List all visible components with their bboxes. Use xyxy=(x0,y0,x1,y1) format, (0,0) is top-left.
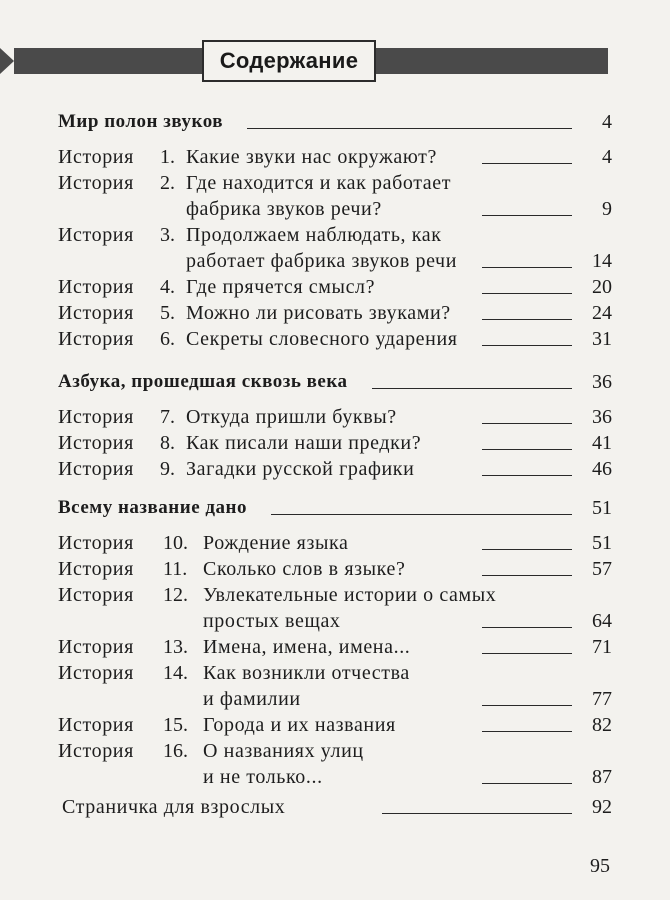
entry-title-line: Где прячется смысл? xyxy=(186,276,376,298)
appendix-page-number: 92 xyxy=(592,796,612,818)
entry-number: 13. xyxy=(163,636,188,658)
entry-number: 8. xyxy=(160,432,175,454)
entry-number: 16. xyxy=(163,740,188,762)
entry-page-number: 51 xyxy=(592,532,612,554)
entry-number: 4. xyxy=(160,276,175,298)
dot-leader xyxy=(482,731,572,732)
entry-label: История xyxy=(58,432,134,454)
entry-label: История xyxy=(58,636,134,658)
dot-leader xyxy=(382,813,572,814)
entry-number: 1. xyxy=(160,146,175,168)
entry-number: 5. xyxy=(160,302,175,324)
entry-title-line: Секреты словесного ударения xyxy=(186,328,458,350)
entry-label: История xyxy=(58,224,134,246)
dot-leader xyxy=(482,163,572,164)
entry-page-number: 77 xyxy=(592,688,612,710)
entry-label: История xyxy=(58,714,134,736)
entry-title-line: О названиях улиц xyxy=(203,740,364,762)
entry-label: История xyxy=(58,276,134,298)
entry-label: История xyxy=(58,740,134,762)
section-page-number: 4 xyxy=(602,111,612,133)
entry-number: 2. xyxy=(160,172,175,194)
entry-title-line: Увлекательные истории о самых xyxy=(203,584,497,606)
entry-label: История xyxy=(58,458,134,480)
entry-page-number: 82 xyxy=(592,714,612,736)
dot-leader xyxy=(482,783,572,784)
dot-leader xyxy=(482,449,572,450)
entry-title-line: и фамилии xyxy=(203,688,301,710)
entry-title-line: Какие звуки нас окружают? xyxy=(186,146,437,168)
entry-page-number: 36 xyxy=(592,406,612,428)
entry-title-line: Откуда пришли буквы? xyxy=(186,406,397,428)
dot-leader xyxy=(482,267,572,268)
dot-leader xyxy=(482,293,572,294)
dot-leader xyxy=(271,514,572,515)
entry-title-line: работает фабрика звуков речи xyxy=(186,250,458,272)
entry-title-line: Можно ли рисовать звуками? xyxy=(186,302,451,324)
dot-leader xyxy=(482,345,572,346)
entry-label: История xyxy=(58,172,134,194)
entry-page-number: 87 xyxy=(592,766,612,788)
entry-label: История xyxy=(58,662,134,684)
appendix-title: Страничка для взрослых xyxy=(62,796,286,818)
entry-number: 10. xyxy=(163,532,188,554)
entry-title-line: Рождение языка xyxy=(203,532,349,554)
dot-leader xyxy=(482,215,572,216)
entry-title-line: Сколько слов в языке? xyxy=(203,558,406,580)
entry-title-line: Как возникли отчества xyxy=(203,662,410,684)
page-title: Содержание xyxy=(219,48,359,73)
dot-leader xyxy=(482,627,572,628)
entry-page-number: 64 xyxy=(592,610,612,632)
entry-title-line: Загадки русской графики xyxy=(186,458,415,480)
entry-number: 6. xyxy=(160,328,175,350)
entry-number: 9. xyxy=(160,458,175,480)
entry-label: История xyxy=(58,328,134,350)
entry-page-number: 41 xyxy=(592,432,612,454)
dot-leader xyxy=(482,653,572,654)
entry-number: 11. xyxy=(163,558,188,580)
entry-title-line: Где находится и как работает xyxy=(186,172,452,194)
entry-title-line: и не только... xyxy=(203,766,323,788)
dot-leader xyxy=(372,388,572,389)
entry-page-number: 9 xyxy=(602,198,612,220)
entry-page-number: 31 xyxy=(592,328,612,350)
entry-page-number: 20 xyxy=(592,276,612,298)
section-title: Мир полон звуков xyxy=(58,111,223,132)
section-title: Азбука, прошедшая сквозь века xyxy=(58,371,348,392)
entry-title-line: Продолжаем наблюдать, как xyxy=(186,224,442,246)
entry-label: История xyxy=(58,532,134,554)
entry-title-line: простых вещах xyxy=(203,610,341,632)
dot-leader xyxy=(482,575,572,576)
dot-leader xyxy=(482,475,572,476)
section-page-number: 51 xyxy=(592,497,612,519)
entry-label: История xyxy=(58,558,134,580)
entry-title-line: Как писали наши предки? xyxy=(186,432,422,454)
entry-page-number: 24 xyxy=(592,302,612,324)
dot-leader xyxy=(482,423,572,424)
entry-title-line: Имена, имена, имена... xyxy=(203,636,411,658)
entry-number: 3. xyxy=(160,224,175,246)
entry-label: История xyxy=(58,584,134,606)
dot-leader xyxy=(482,549,572,550)
entry-number: 7. xyxy=(160,406,175,428)
dot-leader xyxy=(247,128,572,129)
entry-page-number: 71 xyxy=(592,636,612,658)
entry-number: 15. xyxy=(163,714,188,736)
entry-page-number: 57 xyxy=(592,558,612,580)
entry-page-number: 46 xyxy=(592,458,612,480)
section-title: Всему название дано xyxy=(58,497,247,518)
dot-leader xyxy=(482,319,572,320)
entry-label: История xyxy=(58,146,134,168)
entry-page-number: 14 xyxy=(592,250,612,272)
entry-number: 14. xyxy=(163,662,188,684)
section-page-number: 36 xyxy=(592,371,612,393)
dot-leader xyxy=(482,705,572,706)
entry-number: 12. xyxy=(163,584,188,606)
entry-label: История xyxy=(58,302,134,324)
entry-title-line: фабрика звуков речи? xyxy=(186,198,382,220)
page-number: 95 xyxy=(590,855,610,877)
entry-title-line: Города и их названия xyxy=(203,714,396,736)
entry-label: История xyxy=(58,406,134,428)
entry-page-number: 4 xyxy=(602,146,612,168)
